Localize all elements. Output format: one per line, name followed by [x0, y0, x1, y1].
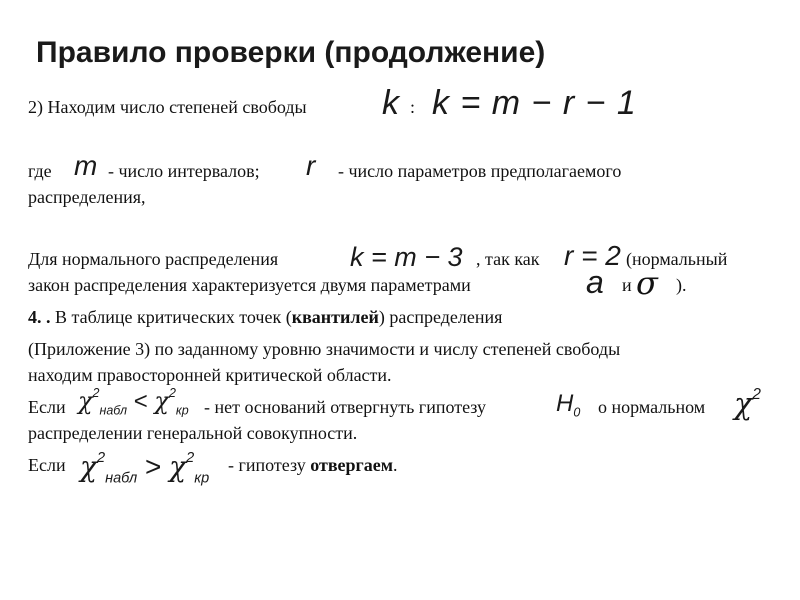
reject-term: отвергаем	[310, 455, 393, 475]
r-description: - число параметров предполагаемого	[338, 161, 622, 181]
normal-dof-formula: k = m − 3	[350, 242, 463, 272]
where-prefix: где	[28, 161, 52, 181]
chi-big-sup: 2	[752, 386, 761, 403]
chi-symbol: χ	[154, 386, 169, 415]
param-and: и	[622, 275, 632, 295]
step4-line1	[28, 306, 502, 328]
less-sign: <	[133, 387, 148, 415]
chi-sup: 2	[92, 386, 100, 400]
m-description: - число интервалов;	[108, 161, 260, 181]
step2-colon: :	[410, 97, 416, 117]
chi-obs-greater-cr	[80, 450, 209, 487]
step4-line3: находим правосторонней критической области.	[28, 365, 392, 385]
chi-big: χ	[734, 386, 753, 422]
step4-number: 4. .	[28, 307, 51, 327]
m-symbol: m	[74, 150, 98, 181]
chi-sub-obs: набл	[99, 403, 128, 418]
if1-line2: распределении генеральной совокупности.	[28, 423, 358, 443]
where-line2: распределения,	[28, 187, 146, 207]
chi-sup: 2	[96, 450, 106, 467]
h0-letter: H	[556, 390, 574, 417]
if1-text: - нет оснований отвергнуть гипотезу	[204, 397, 487, 417]
chi-sub-cr: кр	[194, 470, 210, 487]
chi-symbol: χ	[169, 450, 187, 483]
dof-formula: k = m − r − 1	[432, 84, 637, 122]
r-symbol: r	[306, 150, 316, 181]
normal-suffix: (нормальный	[626, 249, 728, 269]
if2-end: .	[392, 455, 398, 475]
param-sigma: σ	[636, 264, 658, 302]
if2-text-main: - гипотезу	[228, 455, 306, 475]
greater-sign: >	[145, 451, 162, 482]
if1-text2: о нормальном	[598, 397, 706, 417]
normal-close: ).	[676, 275, 687, 295]
chi-square-symbol	[734, 386, 761, 422]
quantiles-term: квантилей	[291, 307, 379, 327]
chi-sup: 2	[168, 386, 176, 400]
if2-prefix: Если	[28, 455, 66, 475]
step4-text-a: В таблице критических точек (	[55, 307, 292, 327]
chi-sub-cr: кр	[175, 403, 189, 418]
step4-line2: (Приложение 3) по заданному уровню значимости и числу степеней свободы	[28, 339, 621, 359]
h0-sub: 0	[573, 405, 581, 420]
normal-line2: закон распределения характеризуется двумя параметрами	[28, 275, 471, 295]
chi-symbol: χ	[78, 386, 93, 415]
r-equals-2: r = 2	[564, 240, 621, 271]
chi-obs-less-cr	[78, 386, 189, 417]
normal-mid: , так как	[476, 249, 540, 269]
if1-prefix: Если	[28, 397, 66, 417]
chi-symbol: χ	[80, 450, 97, 483]
if2-text	[228, 454, 397, 476]
chi-sup: 2	[186, 450, 195, 467]
k-symbol: k	[382, 84, 399, 122]
h0-symbol	[556, 390, 580, 420]
chi-sub-obs: набл	[105, 470, 138, 487]
slide-title: Правило проверки (продолжение)	[36, 36, 546, 69]
normal-prefix: Для нормального распределения	[28, 249, 279, 269]
param-a: a	[586, 264, 604, 300]
step4-text-b: ) распределения	[378, 307, 503, 327]
step2-text: 2) Находим число степеней свободы	[28, 97, 307, 117]
